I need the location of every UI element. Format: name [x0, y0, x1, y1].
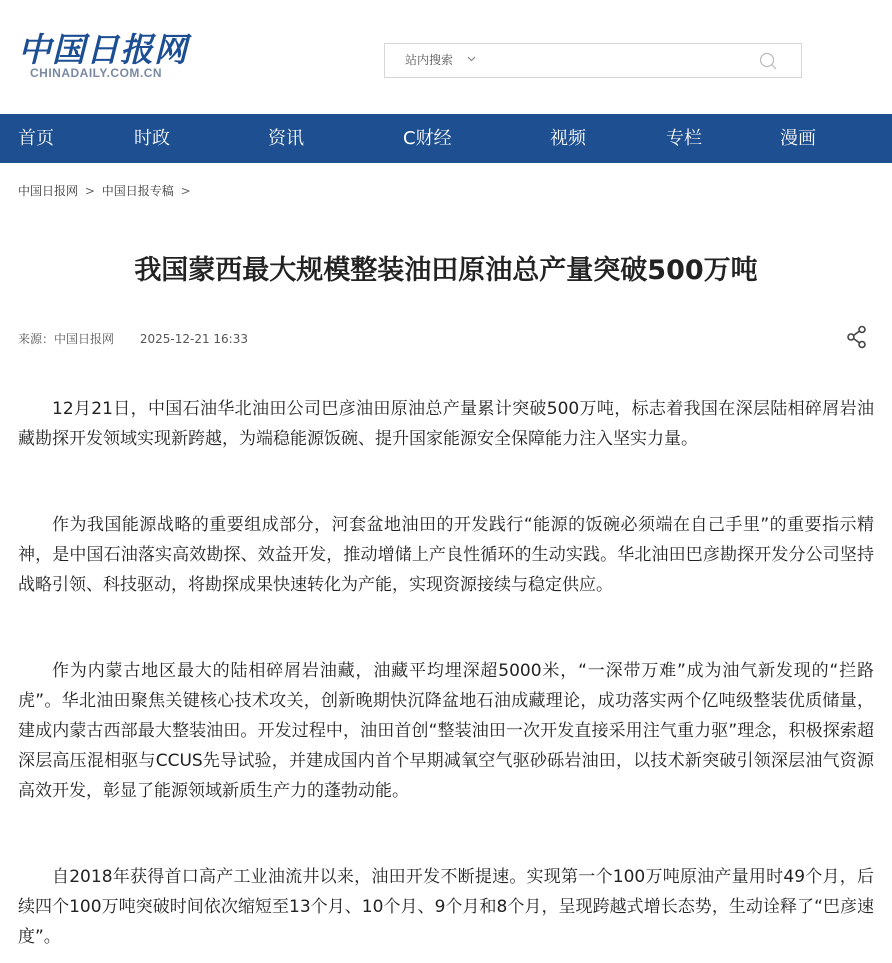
search-input[interactable] — [485, 48, 739, 75]
nav-item-finance[interactable]: C财经 — [403, 128, 452, 149]
nav-item-home[interactable]: 首页 — [18, 128, 54, 149]
article-date: 2025-12-21 16:33 — [139, 332, 248, 346]
logo-english: CHINADAILY.COM.CN — [30, 66, 163, 80]
nav-item-columns[interactable]: 专栏 — [666, 128, 702, 149]
search-scope-select[interactable]: 站内搜索 — [405, 53, 454, 67]
breadcrumb — [18, 182, 194, 199]
logo-chinese: 中国日报网 — [18, 30, 188, 69]
article-paragraph: 12月21日，中国石油华北油田公司巴彦油田原油总产量累计突破500万吨，标志着我国在深层陆相碎屑岩油藏勘探开发领域实现新跨越，为端稳能源饭碗、提升国家能源安全保障能力注入坚实力量。 — [18, 399, 874, 449]
nav-item-news[interactable]: 资讯 — [268, 128, 304, 149]
article-meta — [18, 330, 248, 347]
main-nav — [0, 114, 892, 163]
article-paragraph: 作为我国能源战略的重要组成部分，河套盆地油田的开发践行“能源的饭碗必须端在自己手里”的重要指示精神，是中国石油落实高效勘探、效益开发，推动增储上产良性循环的生动实践。华北油田巴彦勘探开发分公司坚持战略引领、科技驱动，将勘探成果快速转化为产能，实现资源接续与稳定供应。 — [18, 515, 874, 595]
breadcrumb-separator: > — [84, 184, 95, 198]
article-paragraph: 自2018年获得首口高产工业油流井以来，油田开发不断提速。实现第一个100万吨原油产量用时49个月，后续四个100万吨突破时间依次缩短至13个月、10个月、9个月和8个月，呈现跨越式增长态势，生动诠释了“巴彦速度”。 — [18, 867, 874, 947]
search-icon[interactable] — [759, 52, 777, 70]
chevron-down-icon[interactable] — [467, 44, 476, 77]
share-icon[interactable] — [846, 325, 868, 349]
breadcrumb-item-section[interactable]: 中国日报专稿 — [101, 184, 174, 198]
site-header — [0, 0, 892, 114]
nav-item-politics[interactable]: 时政 — [134, 128, 170, 149]
nav-item-comics[interactable]: 漫画 — [780, 128, 816, 149]
site-logo[interactable] — [18, 24, 188, 84]
article-body — [18, 394, 874, 963]
article-source: 来源：中国日报网 — [18, 332, 115, 346]
article-title: 我国蒙西最大规模整装油田原油总产量突破500万吨 — [134, 255, 758, 286]
article-paragraph: 作为内蒙古地区最大的陆相碎屑岩油藏，油藏平均埋深超5000米，“一深带万难”成为油气新发现的“拦路虎”。华北油田聚焦关键核心技术攻关，创新晚期快沉降盆地石油成藏理论，成功落实两个亿吨级整装优质储量，建成内蒙古西部最大整装油田。开发过程中，油田首创“整装油田一次开发直接采用注气重力驱”理念，积极探索超深层高压混相驱与CCUS先导试验，并建成国内首个早期减氧空气驱砂砾岩油田，以技术新突破引领深层油气资源高效开发，彰显了能源领域新质生产力的蓬勃动能。 — [18, 661, 874, 801]
nav-item-video[interactable]: 视频 — [550, 128, 586, 149]
breadcrumb-item-home[interactable]: 中国日报网 — [18, 184, 79, 198]
search-box — [384, 43, 802, 78]
breadcrumb-separator: > — [180, 184, 191, 198]
